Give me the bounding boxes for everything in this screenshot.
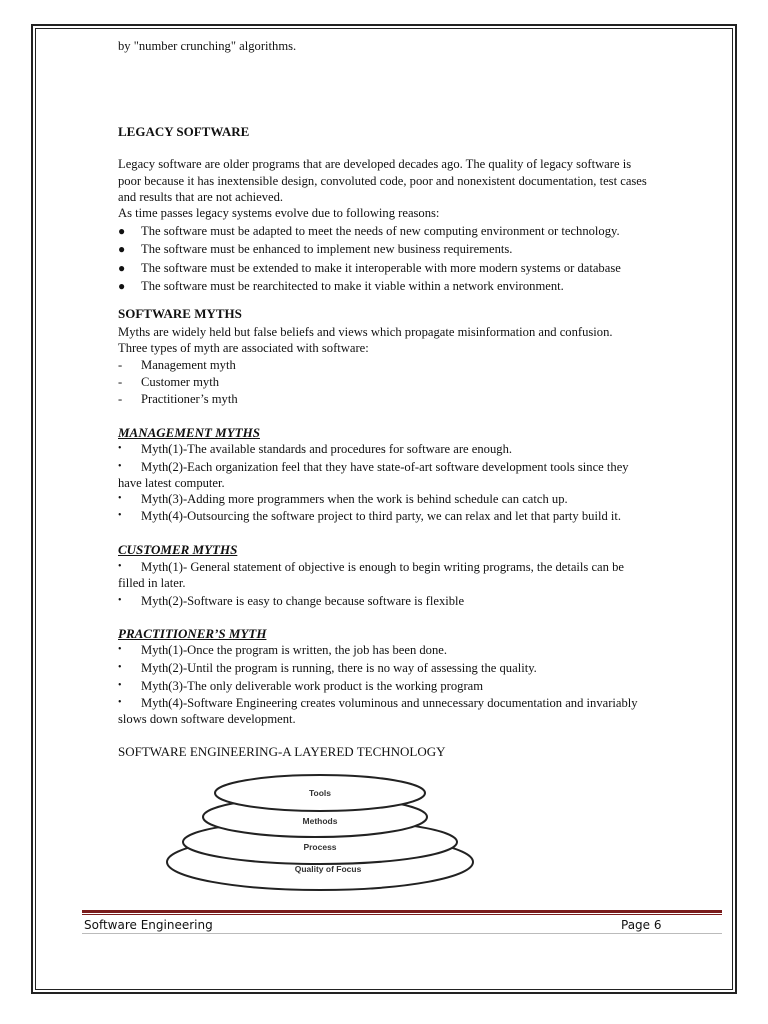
dash-marker: - xyxy=(118,392,123,406)
layered-heading: SOFTWARE ENGINEERING-A LAYERED TECHNOLOGY xyxy=(118,744,446,759)
legacy-para-line: and results that are not achieved. xyxy=(118,190,284,204)
legacy-bullet: The software must be adapted to meet the needs of new computing environment or technology. xyxy=(141,224,620,238)
page-number: Page 6 xyxy=(621,918,662,932)
legacy-heading: LEGACY SOFTWARE xyxy=(118,124,250,139)
legacy-para-line: poor because it has inextensible design, convoluted code, poor and nonexistent documentation, test cases xyxy=(118,174,647,188)
practitioner-line: Myth(2)-Until the program is running, there is no way of assessing the quality. xyxy=(141,661,537,675)
layer-label: Quality of Focus xyxy=(294,864,362,874)
bullet-icon: • xyxy=(118,443,122,454)
practitioner-line: Myth(4)-Software Engineering creates voluminous and unnecessary documentation and invariably xyxy=(141,696,638,710)
bullet-icon: • xyxy=(118,697,122,708)
management-line: have latest computer. xyxy=(118,476,225,490)
myths-para-line: Myths are widely held but false beliefs and views which propagate misinformation and confusion. xyxy=(118,325,613,339)
myth-type: Management myth xyxy=(141,358,236,372)
bullet-icon: • xyxy=(118,595,122,606)
dash-marker: - xyxy=(118,375,123,389)
management-line: Myth(2)-Each organization feel that they have state-of-art software development tools since they xyxy=(141,460,629,474)
management-heading: MANAGEMENT MYTHS xyxy=(118,425,260,440)
bullet-icon: • xyxy=(118,561,122,572)
myths-heading: SOFTWARE MYTHS xyxy=(118,306,242,321)
bullet-icon: ● xyxy=(118,279,126,293)
legacy-bullet: The software must be enhanced to implement new business requirements. xyxy=(141,242,513,256)
bullet-icon: ● xyxy=(118,261,126,275)
layered-technology-diagram xyxy=(165,772,480,894)
bullet-icon: • xyxy=(118,493,122,504)
legacy-para-line: As time passes legacy systems evolve due to following reasons: xyxy=(118,206,440,220)
bullet-icon: ● xyxy=(118,224,126,238)
practitioner-line: Myth(1)-Once the program is written, the job has been done. xyxy=(141,643,448,657)
practitioner-heading: PRACTITIONER’S MYTH xyxy=(118,626,267,641)
management-line: Myth(3)-Adding more programmers when the work is behind schedule can catch up. xyxy=(141,492,568,506)
management-line: Myth(1)-The available standards and procedures for software are enough. xyxy=(141,442,513,456)
legacy-para-line: Legacy software are older programs that are developed decades ago. The quality of legacy software is xyxy=(118,157,632,171)
customer-line: filled in later. xyxy=(118,576,186,590)
management-line: Myth(4)-Outsourcing the software project to third party, we can relax and let that party build it. xyxy=(141,509,622,523)
practitioner-line: slows down software development. xyxy=(118,712,296,726)
bullet-icon: • xyxy=(118,662,122,673)
myth-type: Customer myth xyxy=(141,375,220,389)
myths-para-line: Three types of myth are associated with software: xyxy=(118,341,369,355)
bullet-icon: • xyxy=(118,644,122,655)
practitioner-line: Myth(3)-The only deliverable work product is the working program xyxy=(141,679,484,693)
footer-divider xyxy=(82,910,722,913)
bullet-icon: • xyxy=(118,510,122,521)
layer-label: Methods xyxy=(302,816,338,826)
dash-marker: - xyxy=(118,358,123,372)
myth-type: Practitioner’s myth xyxy=(141,392,238,406)
legacy-bullet: The software must be rearchitected to make it viable within a network environment. xyxy=(141,279,564,293)
footer-underline xyxy=(82,933,722,934)
bullet-icon: ● xyxy=(118,242,126,256)
footer-title: Software Engineering xyxy=(84,918,213,932)
bullet-icon: • xyxy=(118,461,122,472)
customer-line: Myth(1)- General statement of objective is enough to begin writing programs, the details can be xyxy=(141,560,624,574)
layer-label: Tools xyxy=(308,788,332,798)
bullet-icon: • xyxy=(118,680,122,691)
legacy-bullet: The software must be extended to make it interoperable with more modern systems or database xyxy=(141,261,621,275)
customer-heading: CUSTOMER MYTHS xyxy=(118,542,238,557)
footer-divider xyxy=(82,914,722,915)
continued-text: by "number crunching" algorithms. xyxy=(118,39,297,53)
layer-label: Process xyxy=(303,842,337,852)
customer-line: Myth(2)-Software is easy to change because software is flexible xyxy=(141,594,465,608)
